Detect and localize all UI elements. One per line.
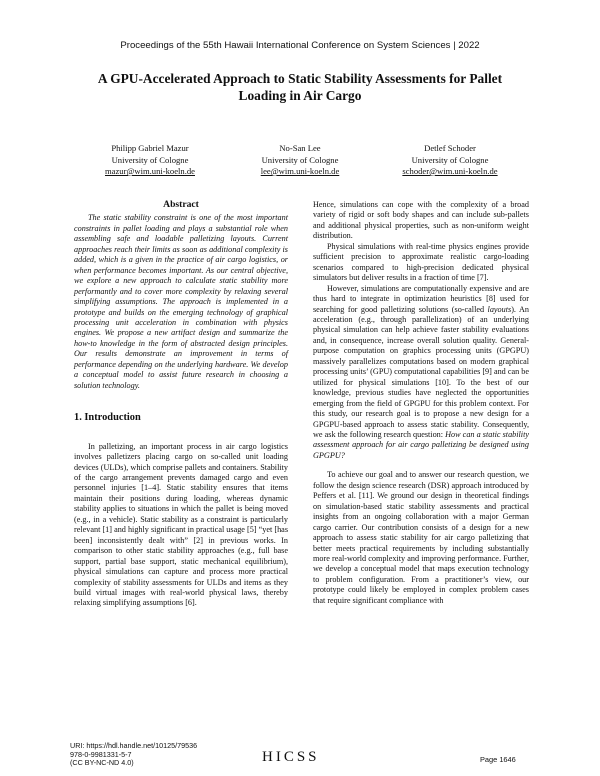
author-name: No-San Lee bbox=[279, 143, 321, 153]
author-email[interactable]: mazur@wim.uni-koeln.de bbox=[104, 166, 195, 176]
author-name: Detlef Schoder bbox=[424, 143, 476, 153]
paragraph: Physical simulations with real-time physics engines provide sufficient precision to approximate realistic cargo-loading scenarios compared to high-precision dedicated physical simulators but deliver results in a fraction of time [7]. bbox=[313, 241, 529, 283]
paper-title: A GPU-Accelerated Approach to Static Stability Assessments for Pallet Loading in Air Cargo bbox=[97, 71, 503, 103]
paragraph bbox=[313, 284, 529, 462]
author-email[interactable]: lee@wim.uni-koeln.de bbox=[260, 166, 340, 176]
paragraph: To achieve our goal and to answer our research question, we follow the design science research (DSR) approach introduced by Peffers et al. [11]. We ground our design in theoretical findings on simulation-based static stability assessments and practical insights from an ongoing collaboration with a major German cargo carrier. Our contribution consists of a design for a new approach to assess static stability for air cargo palletizing that better meets practical requirements by including substantially more real-world complexity and improving performance. Further, we develop a conceptual model that maps execution technology to problem configuration. From a practitioner’s view, our prototype could likely be employed in complex problem cases that require significant compliance with bbox=[313, 470, 529, 605]
research-question: How can a static stability assessment approach for air cargo palletizing be designed using GPGPU? bbox=[313, 429, 529, 460]
author-block-3 bbox=[365, 143, 535, 178]
author-affiliation: University of Cologne bbox=[261, 154, 339, 165]
footer-uri[interactable]: URI: https://hdl.handle.net/10125/79536 bbox=[70, 741, 198, 750]
paragraph-text: However, simulations are computationally expensive and are thus hard to integrate in optimization heuristics [8] used for searching for good palletizing solutions (so-called bbox=[313, 283, 529, 314]
abstract-heading: Abstract bbox=[163, 199, 199, 210]
footer-info bbox=[70, 742, 197, 768]
conference-header: Proceedings of the 55th Hawaii International Conference on System Sciences | 2022 bbox=[120, 40, 480, 51]
footer-isbn: 978-0-9981331-5-7 bbox=[70, 749, 132, 759]
introduction-heading: 1. Introduction bbox=[74, 412, 141, 424]
page-number: Page 1646 bbox=[480, 755, 516, 764]
left-column bbox=[74, 200, 288, 609]
abstract-text: The static stability constraint is one of the most important constraints in pallet loading and plays a substantial role when assembling safe and loadable palletizing layouts. Current approaches reach their limits as soon as additional complexity is added, which is a given in the practice of air cargo logistics, or when performance becomes important. As our central objective, we explore a new approach to calculate static stability more performantly and to cover more complexity by relaxing several simplifying assumptions. The approach is implemented in a prototype and builds on the emerging technology of graphical processing unit acceleration in combination with physics engines. We propose a new artifact design and summarize the how-to knowledge in the form of abstracted design principles. Our results demonstrate an improvement in terms of performance depending on the underlying hardware. We develop a conceptual model to assist future research in choosing a solution technology. bbox=[74, 213, 288, 390]
emphasis-layouts: layouts bbox=[487, 304, 512, 314]
author-name: Philipp Gabriel Mazur bbox=[111, 143, 189, 153]
introduction-paragraph: In palletizing, an important process in air cargo logistics involves palletizers placing cargo on so-called unit loading devices (ULDs), which comprise pallets and containers. Stability of the cargo arrangement prevents damaged cargo and even personnel injuries [1–4]. Static stability ensures that items maintain their positions during loading, whereas dynamic stability applies to situations in which the pallet is being moved (e.g., in a vehicle). Static stability as a constraint is particularly relevant [1] and highly significant in practical usage [5] “yet [has been] inconsistently dealt with” [2] in previous works. In comparison to other static stability approaches (e.g., full base support, partial base support, static mechanical equilibrium), physical simulations can capture and process more practical complexity of stability assessments for ULDs and items as they build virtual images with real-world physical laws, thereby relaxing simplifying assumptions [6]. bbox=[74, 441, 288, 608]
author-email[interactable]: schoder@wim.uni-koeln.de bbox=[402, 166, 498, 176]
paragraph: Hence, simulations can cope with the complexity of a broad variety of rigid or soft body shapes and can include sub-pallets and additional physical properties, such as non-uniform weight distribution. bbox=[313, 200, 529, 241]
author-block-1 bbox=[65, 143, 235, 178]
right-column bbox=[313, 200, 529, 606]
footer-license: (CC BY-NC-ND 4.0) bbox=[70, 758, 134, 768]
author-affiliation: University of Cologne bbox=[111, 154, 189, 165]
author-block-2 bbox=[215, 143, 385, 178]
hicss-logo: HICSS bbox=[262, 749, 320, 765]
paragraph-text: ). An acceleration (e.g., through parallelization) of an underlying physical simulation can help achieve faster stability evaluations and, in consequence, increase overall solution quality. General-purpose computation on graphics processing units (GPGPU) massively parallelizes computations based on modern graphical processing units’ (GPU) computational capabilities [9] and can be utilized for physical simulations [10]. To the best of our knowledge, previous studies have neglected the opportunities emerging from the field of GPGPU for this problem context. For this study, our research goal is to propose a new design for a GPGPU-based approach to assess static stability. Consequently, we ask the following research question: bbox=[313, 304, 530, 439]
author-affiliation: University of Cologne bbox=[411, 154, 489, 165]
